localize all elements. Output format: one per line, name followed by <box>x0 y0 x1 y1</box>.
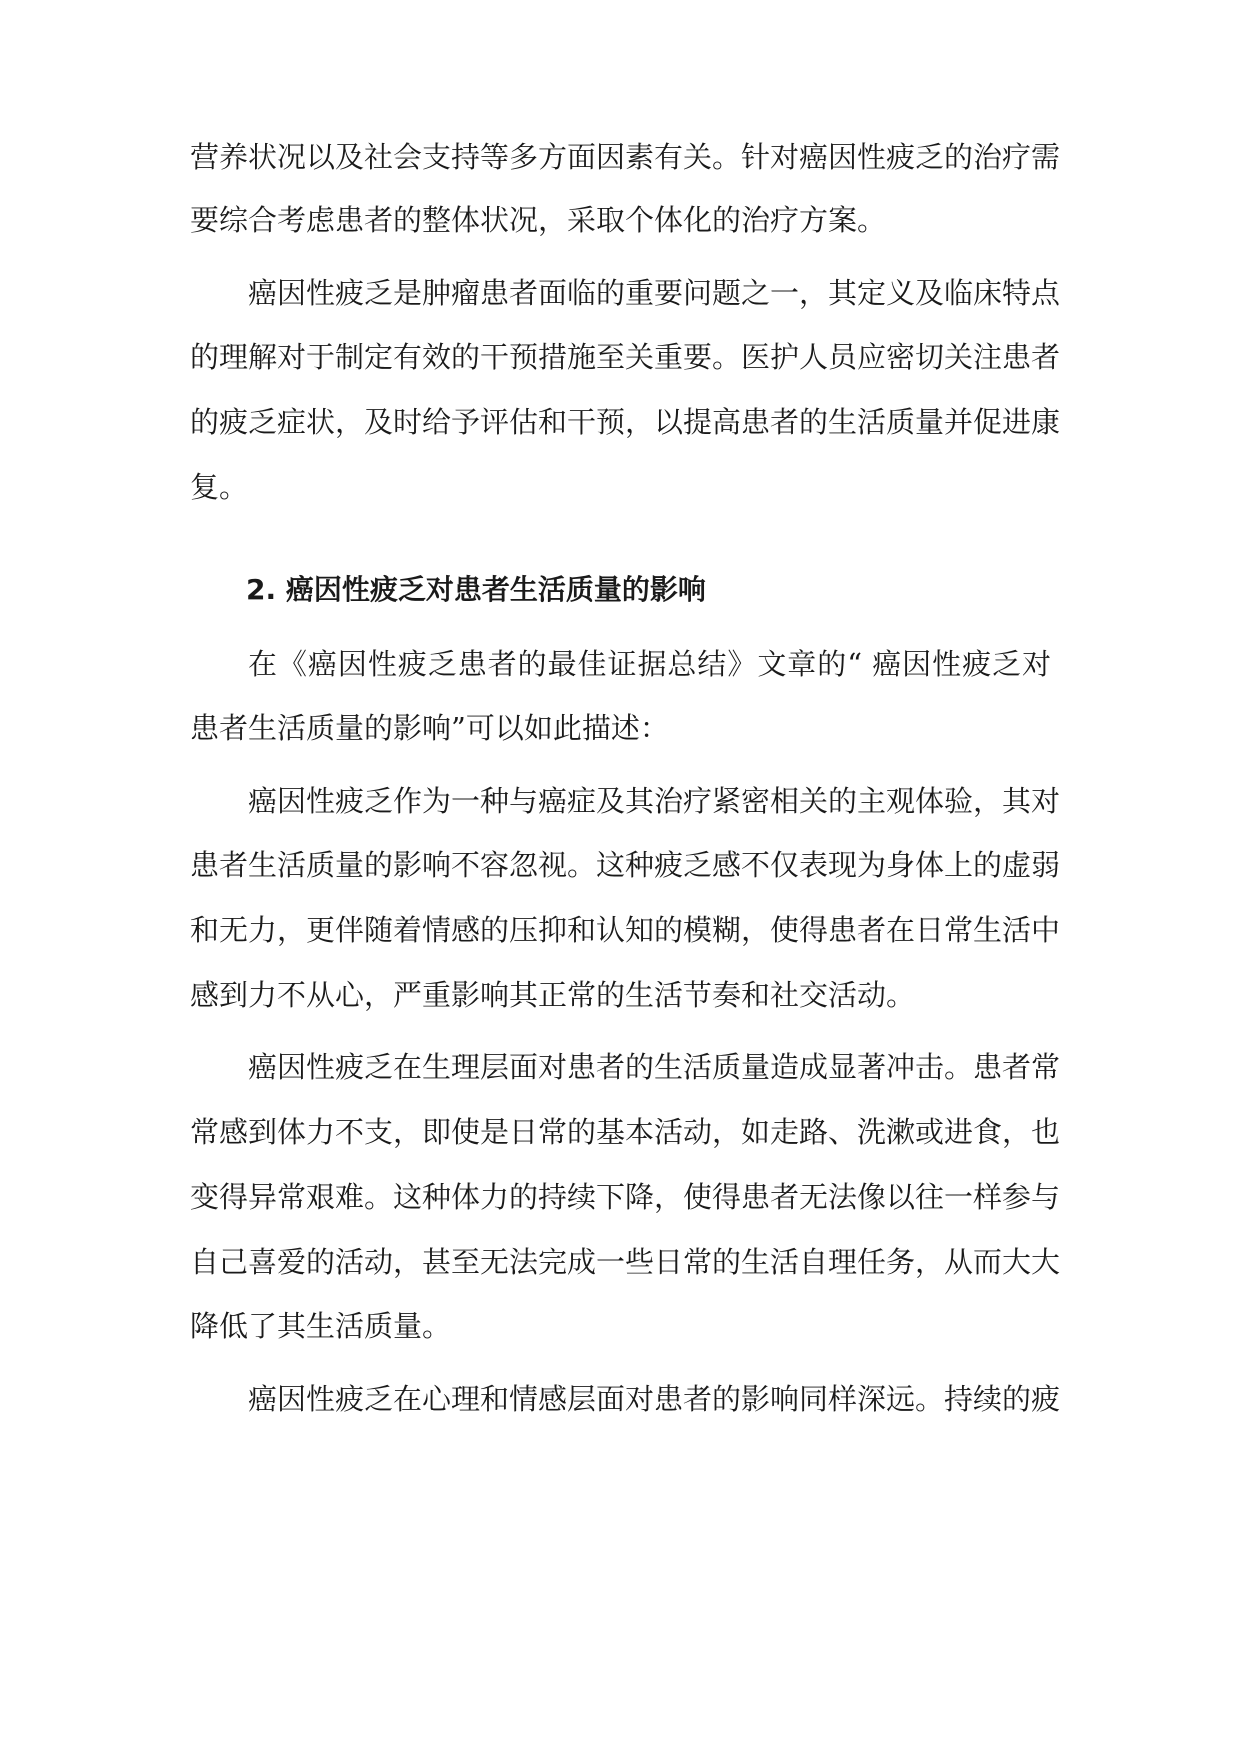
paragraph-line: 要综合考虑患者的整体状况，采取个体化的治疗方案。 <box>190 203 887 237</box>
paragraph-line: 常感到体力不支，即使是日常的基本活动，如走路、洗漱或进食，也 <box>190 1115 1061 1149</box>
paragraph-line: 的理解对于制定有效的干预措施至关重要。医护人员应密切关注患者 <box>190 340 1061 374</box>
paragraph-line: 营养状况以及社会支持等多方面因素有关。针对癌因性疲乏的治疗需 <box>190 140 1061 174</box>
paragraph-line: 降低了其生活质量。 <box>190 1309 452 1343</box>
paragraph-line: 癌因性疲乏在生理层面对患者的生活质量造成显著冲击。患者常 <box>248 1050 1061 1084</box>
paragraph-line: 的疲乏症状，及时给予评估和干预，以提高患者的生活质量并促进康 <box>190 405 1061 439</box>
paragraph-line: 在《癌因性疲乏患者的最佳证据总结》文章的“ 癌因性疲乏对 <box>248 647 1051 681</box>
paragraph-line: 自己喜爱的活动，甚至无法完成一些日常的生活自理任务，从而大大 <box>190 1245 1061 1279</box>
section-heading: 2. 癌因性疲乏对患者生活质量的影响 <box>246 573 706 606</box>
paragraph-line: 复。 <box>190 470 249 504</box>
paragraph-line: 癌因性疲乏在心理和情感层面对患者的影响同样深远。持续的疲 <box>248 1382 1061 1416</box>
paragraph-line: 感到力不从心，严重影响其正常的生活节奏和社交活动。 <box>190 978 916 1012</box>
paragraph-line: 癌因性疲乏是肿瘤患者面临的重要问题之一，其定义及临床特点 <box>248 276 1061 310</box>
paragraph-line: 变得异常艰难。这种体力的持续下降，使得患者无法像以往一样参与 <box>190 1180 1061 1214</box>
paragraph-line: 和无力，更伴随着情感的压抑和认知的模糊，使得患者在日常生活中 <box>190 913 1061 947</box>
paragraph-line: 癌因性疲乏作为一种与癌症及其治疗紧密相关的主观体验，其对 <box>248 784 1061 818</box>
paragraph-line: 患者生活质量的影响不容忽视。这种疲乏感不仅表现为身体上的虚弱 <box>190 848 1061 882</box>
paragraph-line: 患者生活质量的影响”可以如此描述： <box>190 711 669 745</box>
